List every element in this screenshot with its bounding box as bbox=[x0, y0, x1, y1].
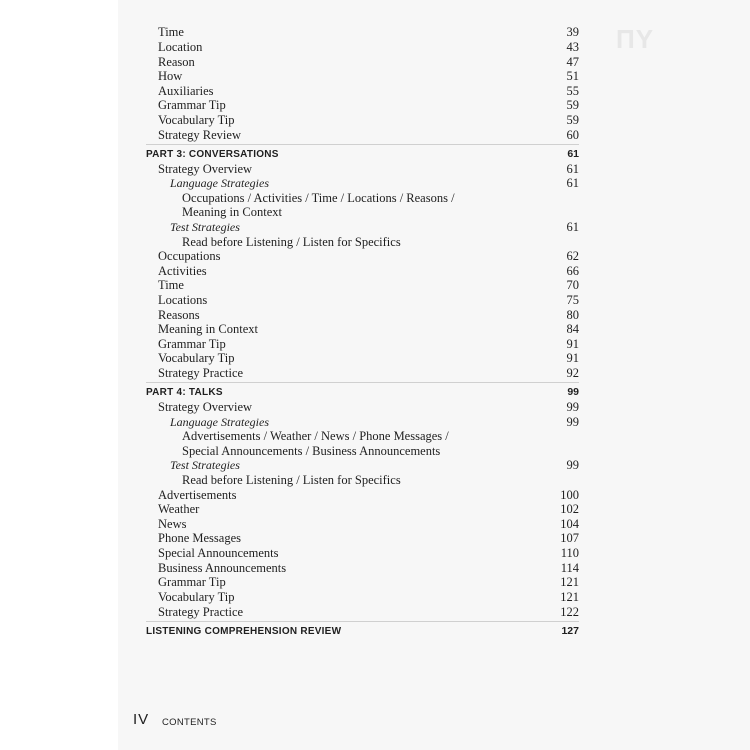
toc-entry: Strategy Practice 92 bbox=[158, 366, 579, 380]
toc-entry: News 104 bbox=[158, 517, 579, 531]
toc-subentry: Language Strategies 99 bbox=[170, 415, 579, 429]
toc-entry: Time 70 bbox=[158, 278, 579, 292]
running-footer-label: CONTENTS bbox=[162, 717, 217, 728]
toc-entry: Strategy Overview 61 bbox=[158, 162, 579, 176]
toc-entry: Strategy Review 60 bbox=[158, 128, 579, 142]
toc-entry: Vocabulary Tip 59 bbox=[158, 113, 579, 127]
page-number: IV bbox=[133, 711, 150, 728]
toc-subtopics: Occupations / Activities / Time / Locations / Reasons / bbox=[182, 191, 455, 205]
toc-entry: Locations 75 bbox=[158, 293, 579, 307]
toc-entry: Location 43 bbox=[158, 40, 579, 54]
section-divider bbox=[146, 382, 579, 383]
toc-subentry: Test Strategies 61 bbox=[170, 220, 579, 234]
toc-subtopics: Meaning in Context bbox=[182, 205, 282, 219]
toc-entry: Auxiliaries 55 bbox=[158, 84, 579, 98]
toc-entry: Special Announcements 110 bbox=[158, 546, 579, 560]
toc-subtopics: Advertisements / Weather / News / Phone Messages / bbox=[182, 429, 449, 443]
toc-entry: Vocabulary Tip 121 bbox=[158, 590, 579, 604]
review-heading: LISTENING COMPREHENSION REVIEW 127 bbox=[146, 625, 579, 637]
toc-entry: Activities 66 bbox=[158, 264, 579, 278]
toc-entry: Vocabulary Tip 91 bbox=[158, 351, 579, 365]
section-divider bbox=[146, 144, 579, 145]
toc-entry: Strategy Practice 122 bbox=[158, 605, 579, 619]
toc-entry: Occupations 62 bbox=[158, 249, 579, 263]
toc-entry: Meaning in Context 84 bbox=[158, 322, 579, 336]
toc-entry: Phone Messages 107 bbox=[158, 531, 579, 545]
toc-subentry: Language Strategies 61 bbox=[170, 176, 579, 190]
toc-entry: Reasons 80 bbox=[158, 308, 579, 322]
toc-subtopics: Read before Listening / Listen for Specifics bbox=[182, 235, 401, 249]
toc-subtopics: Read before Listening / Listen for Specifics bbox=[182, 473, 401, 487]
toc-entry: Reason 47 bbox=[158, 55, 579, 69]
part-heading: PART 3: CONVERSATIONS 61 bbox=[146, 148, 579, 160]
toc-entry: Strategy Overview 99 bbox=[158, 400, 579, 414]
toc-subtopics: Special Announcements / Business Announcements bbox=[182, 444, 441, 458]
toc-subentry: Test Strategies 99 bbox=[170, 458, 579, 472]
toc-entry: Advertisements 100 bbox=[158, 488, 579, 502]
toc-entry: Time 39 bbox=[158, 25, 579, 39]
toc-entry: Grammar Tip 59 bbox=[158, 98, 579, 112]
toc-entry: Weather 102 bbox=[158, 502, 579, 516]
part-heading: PART 4: TALKS 99 bbox=[146, 386, 579, 398]
bleed-through-text: ΠΥ bbox=[616, 24, 655, 54]
section-divider bbox=[146, 621, 579, 622]
toc-entry: Grammar Tip 121 bbox=[158, 575, 579, 589]
toc-entry: How 51 bbox=[158, 69, 579, 83]
toc-entry: Business Announcements 114 bbox=[158, 561, 579, 575]
toc-entry: Grammar Tip 91 bbox=[158, 337, 579, 351]
